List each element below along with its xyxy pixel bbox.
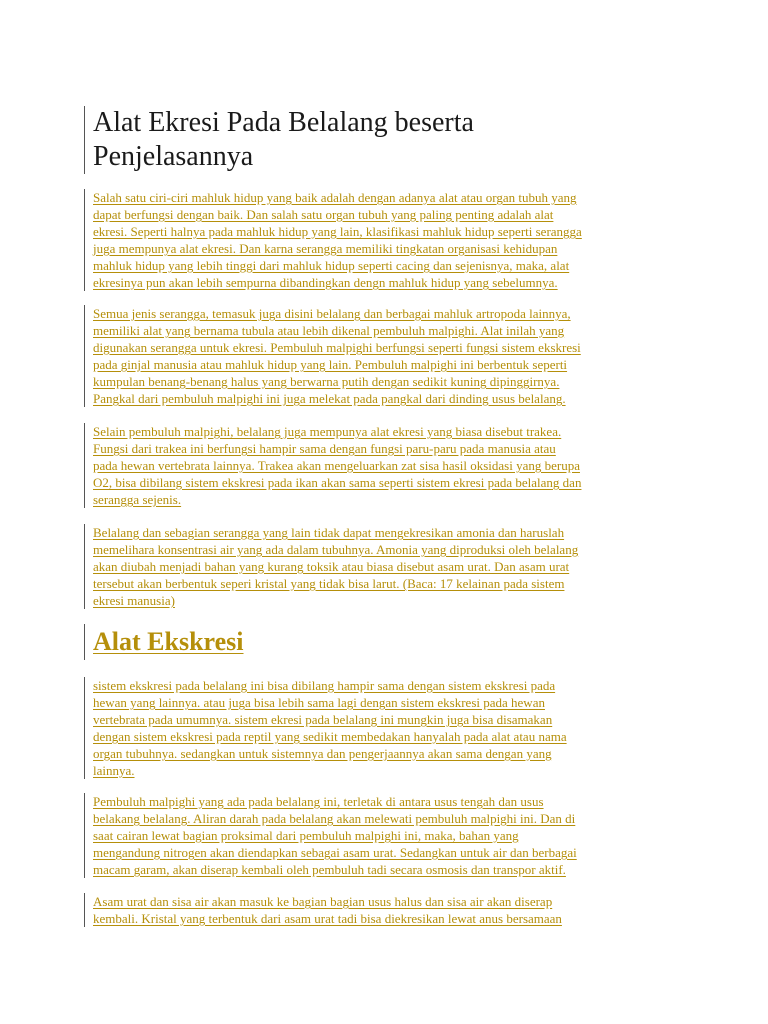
text-line: mahluk hidup yang lebih tinggi dari mahluk hidup seperti cacing dan sejenisnya, maka, alat (93, 258, 570, 273)
text-line: ekresi manusia) (93, 593, 175, 608)
text-line: Pangkal dari pembuluh malpighi ini juga melekat pada pangkal dari dinding usus belalang. (93, 391, 566, 406)
text-line: macam garam, akan diserap kembali oleh pembuluh tadi secara osmosis dan transpor aktif. (93, 862, 566, 877)
text-line: Belalang dan sebagian serangga yang lain tidak dapat mengekresikan amonia dan haruslah (93, 525, 565, 540)
text-line: belakang belalang. Aliran darah pada belalang akan melewati pembuluh malpighi ini. Dan di (93, 811, 576, 826)
text-line: Asam urat dan sisa air akan masuk ke bagian bagian usus halus dan sisa air akan diserap (93, 894, 553, 909)
text-line: mengandung nitrogen akan diendapkan sebagai asam urat. Sedangkan untuk air dan berbagai (93, 845, 577, 860)
paragraph-intro[interactable] (84, 189, 679, 291)
page-title (84, 106, 693, 174)
paragraph-malpighi[interactable] (84, 305, 679, 407)
text-line: vertebrata pada umumnya. sistem ekresi pada belalang ini mungkin juga bisa disamakan (93, 712, 553, 727)
text-line: hewan yang lainnya. atau juga bisa lebih sama lagi dengan sistem ekskresi pada hewan (93, 695, 545, 710)
text-line: O2, bisa dibilang sistem ekskresi pada ikan akan sama seperti sistem ekresi pada belalang dan (93, 475, 582, 490)
text-line: Semua jenis serangga, temasuk juga disini belalang dan berbagai mahluk artropoda lainnya, (93, 306, 571, 321)
text-line: organ tubuhnya. sedangkan untuk sistemnya dan pengerjaannya akan sama dengan yang (93, 746, 552, 761)
text-line: pada hewan vertebrata lainnya. Trakea akan mengeluarkan zat sisa hasil oksidasi yang berupa (93, 458, 580, 473)
paragraph-trakea[interactable] (84, 423, 679, 508)
text-line: Pembuluh malpighi yang ada pada belalang ini, terletak di antara usus tengah dan usus (93, 794, 544, 809)
text-line: pada ginjal manusia atau mahluk hidup yang lain. Pembuluh malpighi ini berbentuk seperti (93, 357, 568, 372)
text-line: memelihara konsentrasi air yang ada dalam tubuhnya. Amonia yang diproduksi oleh belalang (93, 542, 579, 557)
title-line: Penjelasannya (93, 141, 254, 172)
text-line: digunakan serangga untuk ekresi. Pembuluh malpighi berfungsi seperti fungsi sistem ekskresi (93, 340, 581, 355)
text-line: ekresi. Seperti halnya pada mahluk hidup yang lain, klasifikasi mahluk hidup seperti serangga (93, 224, 582, 239)
title-line: Alat Ekresi Pada Belalang beserta (93, 107, 474, 138)
text-line: saat cairan lewat bagian proksimal dari pembuluh malpighi ini, maka, bahan yang (93, 828, 519, 843)
text-line: dapat berfungsi dengan baik. Dan salah satu organ tubuh yang paling penting adalah alat (93, 207, 554, 222)
text-line: Selain pembuluh malpighi, belalang juga mempunya alat ekresi yang biasa disebut trakea. (93, 424, 562, 439)
text-line: ekresinya pun akan lebih sempurna dibandingkan dengn mahluk hidup yang sebelumnya. (93, 275, 558, 290)
text-line: kumpulan benang-benang halus yang berwarna putih dengan sedikit kuning dipinggirnya. (93, 374, 560, 389)
text-line: sistem ekskresi pada belalang ini bisa dibilang hampir sama dengan sistem ekskresi pada (93, 678, 556, 693)
paragraph-amonia[interactable] (84, 524, 679, 609)
text-line: juga mempunya alat ekresi. Dan karna serangga memiliki tingkatan organisasi kehidupan (93, 241, 558, 256)
paragraph-sistem-ekskresi[interactable] (84, 677, 679, 779)
text-line: tersebut akan berbentuk seperi kristal yang tidak bisa larut. (Baca: 17 kelainan pada sistem (93, 576, 565, 591)
section-heading[interactable]: Alat Ekskresi (84, 624, 244, 660)
text-line: Fungsi dari trakea ini berfungsi hampir sama dengan fungsi paru-paru pada manusia atau (93, 441, 556, 456)
text-line: kembali. Kristal yang terbentuk dari asam urat tadi bisa diekresikan lewat anus bersamaan (93, 911, 562, 926)
paragraph-asam-urat[interactable] (84, 893, 679, 927)
text-line: akan diubah menjadi bahan yang kurang toksik atau biasa disebut asam urat. Dan asam urat (93, 559, 570, 574)
text-line: lainnya. (93, 763, 135, 778)
text-line: dengan sistem ekskresi pada reptil yang sedikit membedakan hanyalah pada alat atau nama (93, 729, 567, 744)
text-line: memiliki alat yang bernama tubula atau lebih dikenal pembuluh malpighi. Alat inilah yang (93, 323, 565, 338)
paragraph-letak-malpighi[interactable] (84, 793, 679, 878)
text-line: Salah satu ciri-ciri mahluk hidup yang baik adalah dengan adanya alat atau organ tubuh yang (93, 190, 577, 205)
text-line: serangga sejenis. (93, 492, 182, 507)
